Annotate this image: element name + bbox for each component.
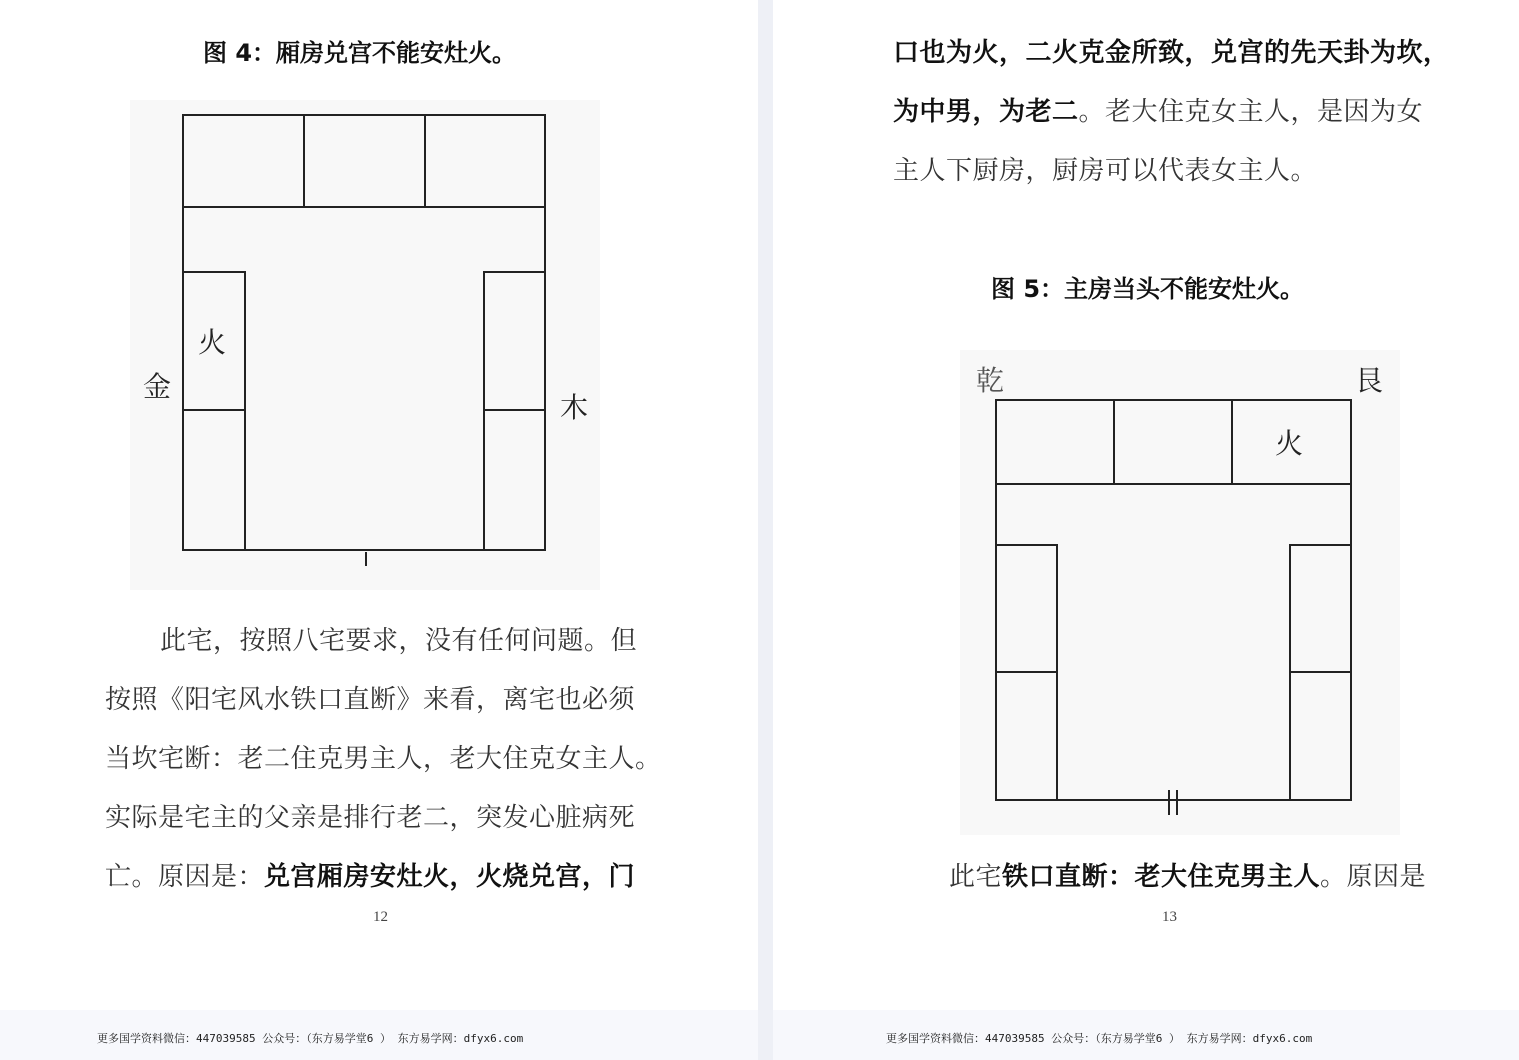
text-segment: 。原因是	[1320, 862, 1427, 892]
text-segment: 此宅，按照八宅要求，没有任何问题。但	[160, 626, 638, 656]
figure-4-title: 图 4：厢房兑宫不能安灶火。	[203, 39, 517, 67]
bold-text-segment: 铁口直断：老大住克男主人	[1002, 862, 1321, 892]
text-segment: 当坎宅断：老二住克男主人，老大住克女主人。	[105, 744, 662, 774]
figure-5-title: 图 5：主房当头不能安灶火。	[991, 275, 1305, 303]
left-paragraph-line	[105, 679, 635, 716]
footer-left	[0, 1010, 758, 1060]
text-segment: 亡。原因是：	[105, 862, 265, 892]
page-number: 12	[373, 909, 388, 925]
figure-5-diagram	[960, 350, 1400, 835]
qian-label: 乾	[976, 364, 1005, 397]
left-paragraph-line	[105, 797, 635, 834]
metal-label: 金	[143, 370, 172, 403]
footer-text: 更多国学资料微信：447039585 公众号：（东方易学堂6 ） 东方易学网：dfyx6.com	[886, 1032, 1313, 1045]
right-paragraph-line	[893, 91, 1423, 128]
bold-text-segment: 为中男，为老二	[893, 97, 1079, 127]
fire-label: 火	[1275, 427, 1304, 460]
text-segment: 按照《阳宅风水铁口直断》来看，离宅也必须	[105, 685, 636, 715]
wood-label: 木	[560, 391, 589, 424]
gen-label: 艮	[1355, 364, 1384, 397]
left-paragraph-line	[105, 856, 635, 893]
right-paragraph-line	[893, 32, 1450, 69]
text-segment: 实际是宅主的父亲是排行老二，突发心脏病死	[105, 803, 636, 833]
footer-right	[773, 1010, 1519, 1060]
left-paragraph-line	[105, 738, 662, 775]
left-page	[0, 0, 758, 1010]
text-segment: 。老大住克女主人，是因为女	[1078, 97, 1424, 127]
left-paragraph-line	[160, 620, 637, 657]
text-segment: 此宅	[949, 862, 1003, 892]
right-paragraph-line	[949, 856, 1426, 893]
bold-text-segment: 口也为火，二火克金所致，兑宫的先天卦为坎，	[893, 38, 1450, 68]
right-page	[773, 0, 1519, 1010]
page-number: 13	[1162, 909, 1177, 925]
figure-4-diagram	[130, 100, 600, 590]
right-paragraph-line	[893, 150, 1317, 187]
footer-text: 更多国学资料微信：447039585 公众号：（东方易学堂6 ） 东方易学网：dfyx6.com	[97, 1032, 524, 1045]
fire-label: 火	[198, 326, 227, 359]
text-segment: 主人下厨房，厨房可以代表女主人。	[893, 156, 1318, 186]
bold-text-segment: 兑宫厢房安灶火，火烧兑宫，门	[264, 862, 636, 892]
